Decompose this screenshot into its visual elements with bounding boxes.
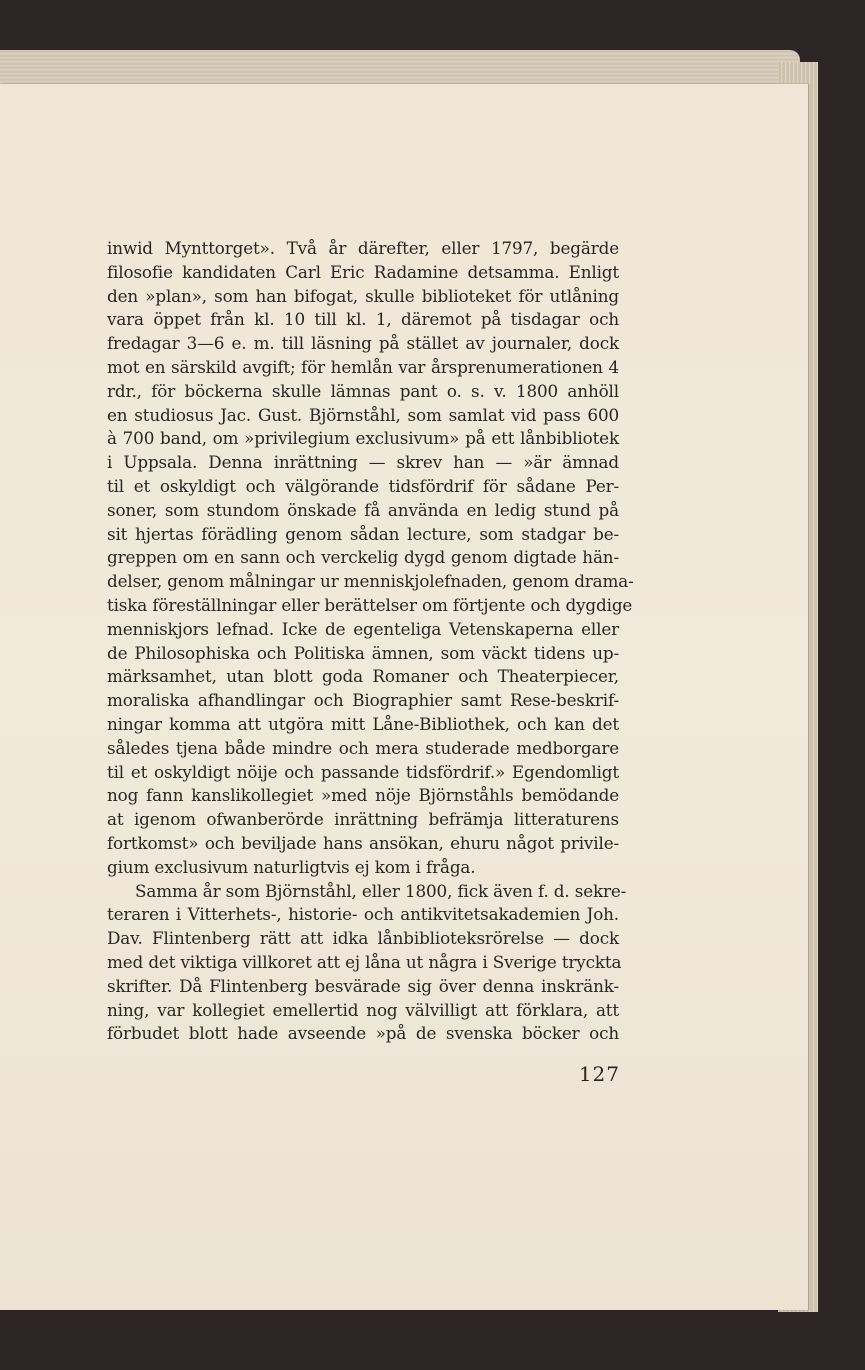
text-line: de Philosophiska och Politiska ämnen, som väckt tidens up- <box>107 642 619 663</box>
text-line: teraren i Vitterhets-, historie- och antikvitetsakademien Joh. <box>107 904 619 925</box>
text-line: den »plan», som han bifogat, skulle biblioteket för utlåning <box>107 285 619 306</box>
text-line: greppen om en sann och verckelig dygd genom digtade hän- <box>107 547 619 568</box>
text-line: at igenom ofwanberörde inrättning befrämja litteraturens <box>107 809 619 830</box>
paragraph-1 <box>107 237 634 880</box>
text-line: soner, som stundom önskade få använda en ledig stund på <box>107 499 619 520</box>
text-line: nog fann kanslikollegiet »med nöje Björnståhls bemödande <box>107 785 619 806</box>
text-line: mot en särskild avgift; för hemlån var årsprenumerationen 4 <box>107 356 619 377</box>
text-line: således tjena både mindre och mera studerade medborgare <box>107 737 619 758</box>
text-line: ningar komma att utgöra mitt Låne-Bibliothek, och kan det <box>107 713 619 734</box>
text-line: Samma år som Björnståhl, eller 1800, fick även f. d. sekre- <box>135 880 627 901</box>
text-line: ning, var kollegiet emellertid nog välvilligt att förklara, att <box>107 999 619 1020</box>
paragraph-2 <box>107 880 627 1047</box>
text-line: gium exclusivum naturligtvis ej kom i fråga. <box>107 856 476 877</box>
text-line: rdr., för böckerna skulle lämnas pant o. s. v. 1800 anhöll <box>107 380 619 401</box>
text-line: delser, genom målningar ur menniskjolefnaden, genom drama- <box>107 571 634 592</box>
body-text <box>107 237 634 1046</box>
text-line: med det viktiga villkoret att ej låna ut några i Sverige tryckta <box>107 951 622 972</box>
text-line: til et oskyldigt och välgörande tidsfördrif för sådane Per- <box>107 475 619 496</box>
text-line: à 700 band, om »privilegium exclusivum» på ett lånbibliotek <box>107 428 619 449</box>
text-line: en studiosus Jac. Gust. Björnståhl, som samlat vid pass 600 <box>107 404 619 425</box>
text-line: vara öppet från kl. 10 till kl. 1, däremot på tisdagar och <box>107 309 619 330</box>
text-line: fredagar 3—6 e. m. till läsning på stället av journaler, dock <box>107 333 619 354</box>
text-line: filosofie kandidaten Carl Eric Radamine detsamma. Enligt <box>107 261 619 282</box>
text-line: fortkomst» och beviljade hans ansökan, ehuru något privile- <box>107 832 619 853</box>
page-number: 127 <box>578 1062 620 1086</box>
text-line: menniskjors lefnad. Icke de egenteliga Vetenskaperna eller <box>107 618 619 639</box>
text-line: tiska föreställningar eller berättelser om förtjente och dygdige <box>107 594 633 615</box>
text-line: i Uppsala. Denna inrättning — skrev han — »är ämnad <box>107 452 619 473</box>
text-line: skrifter. Då Flintenberg besvärade sig över denna inskränk- <box>107 975 619 996</box>
text-line: Dav. Flintenberg rätt att idka lånbiblioteksrörelse — dock <box>107 928 619 949</box>
text-line: inwid Mynttorget». Två år därefter, eller 1797, begärde <box>107 238 619 258</box>
text-line: förbudet blott hade avseende »på de svenska böcker och <box>107 1023 619 1044</box>
text-line: sit hjertas förädling genom sådan lecture, som stadgar be- <box>107 523 619 544</box>
text-line: märksamhet, utan blott goda Romaner och Theaterpiecer, <box>107 666 619 687</box>
text-line: moraliska afhandlingar och Biographier samt Rese-beskrif- <box>107 690 619 711</box>
text-line: til et oskyldigt nöije och passande tidsfördrif.» Egendomligt <box>107 761 619 782</box>
